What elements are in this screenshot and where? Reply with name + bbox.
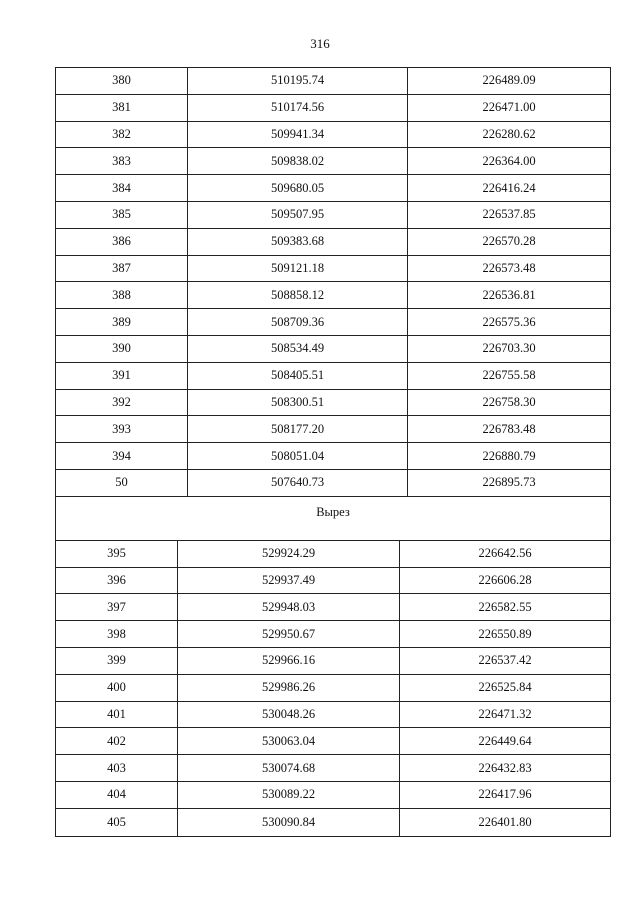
table-row	[56, 122, 610, 149]
y-coordinate-cell: 226758.30	[482, 394, 536, 409]
point-number-cell: 395	[56, 541, 178, 567]
y-coordinate-cell: 226573.48	[482, 260, 536, 275]
table-row	[56, 443, 610, 470]
coordinates-table	[55, 67, 611, 837]
x-coordinate-cell: 509383.68	[188, 229, 408, 255]
y-coordinate-cell: 226537.85	[482, 207, 536, 222]
y-coordinate-cell: 226471.32	[478, 706, 532, 721]
table-row	[56, 809, 610, 836]
point-number-cell: 387	[56, 256, 188, 282]
y-coordinate-cell: 226471.00	[482, 100, 536, 115]
section-heading: Вырез	[56, 497, 610, 541]
x-coordinate-cell: 509680.05	[188, 175, 408, 201]
table-row	[56, 728, 610, 755]
y-coordinate-cell: 226417.96	[478, 787, 532, 802]
y-coordinate-cell: 226642.56	[478, 546, 532, 561]
y-coordinate-cell: 226606.28	[478, 572, 532, 587]
y-coordinate-cell: 226755.58	[482, 368, 536, 383]
page-number: 316	[310, 36, 330, 51]
x-coordinate-cell: 530048.26	[178, 702, 400, 728]
x-coordinate-cell: 509838.02	[188, 148, 408, 174]
point-number-cell: 404	[56, 782, 178, 808]
y-coordinate-cell: 226489.09	[482, 73, 536, 88]
y-coordinate-cell: 226783.48	[482, 421, 536, 436]
table-row	[56, 202, 610, 229]
point-number-cell: 405	[56, 809, 178, 836]
point-number-cell: 397	[56, 594, 178, 620]
table-row	[56, 702, 610, 729]
point-number-cell: 384	[56, 175, 188, 201]
point-number-cell: 381	[56, 95, 188, 121]
table-row	[56, 336, 610, 363]
table-row	[56, 568, 610, 595]
x-coordinate-cell: 529948.03	[178, 594, 400, 620]
x-coordinate-cell: 508300.51	[188, 390, 408, 416]
y-coordinate-cell: 226582.55	[478, 599, 532, 614]
table-row	[56, 675, 610, 702]
x-coordinate-cell: 529937.49	[178, 568, 400, 594]
table-row	[56, 541, 610, 568]
point-number-cell: 386	[56, 229, 188, 255]
y-coordinate-cell: 226550.89	[478, 626, 532, 641]
table-row	[56, 68, 610, 95]
point-number-cell: 385	[56, 202, 188, 228]
x-coordinate-cell: 508858.12	[188, 282, 408, 308]
x-coordinate-cell: 529924.29	[178, 541, 400, 567]
x-coordinate-cell: 530074.68	[178, 755, 400, 781]
point-number-cell: 402	[56, 728, 178, 754]
table-row	[56, 621, 610, 648]
y-coordinate-cell: 226280.62	[482, 126, 536, 141]
point-number-cell: 398	[56, 621, 178, 647]
point-number-cell: 399	[56, 648, 178, 674]
table-row	[56, 594, 610, 621]
table-row	[56, 282, 610, 309]
point-number-cell: 396	[56, 568, 178, 594]
x-coordinate-cell: 530089.22	[178, 782, 400, 808]
x-coordinate-cell: 509121.18	[188, 256, 408, 282]
x-coordinate-cell: 508405.51	[188, 363, 408, 389]
point-number-cell: 403	[56, 755, 178, 781]
point-number-cell: 388	[56, 282, 188, 308]
y-coordinate-cell: 226575.36	[482, 314, 536, 329]
point-number-cell: 392	[56, 390, 188, 416]
y-coordinate-cell: 226570.28	[482, 234, 536, 249]
x-coordinate-cell: 529986.26	[178, 675, 400, 701]
table-row	[56, 755, 610, 782]
x-coordinate-cell: 509507.95	[188, 202, 408, 228]
point-number-cell: 50	[56, 470, 188, 496]
y-coordinate-cell: 226536.81	[482, 287, 536, 302]
point-number-cell: 390	[56, 336, 188, 362]
table-row	[56, 782, 610, 809]
x-coordinate-cell: 529966.16	[178, 648, 400, 674]
point-number-cell: 389	[56, 309, 188, 335]
table-section-cutout	[56, 541, 610, 836]
point-number-cell: 400	[56, 675, 178, 701]
y-coordinate-cell: 226449.64	[478, 733, 532, 748]
table-row	[56, 175, 610, 202]
y-coordinate-cell: 226364.00	[482, 153, 536, 168]
x-coordinate-cell: 507640.73	[188, 470, 408, 496]
y-coordinate-cell: 226401.80	[478, 814, 532, 829]
x-coordinate-cell: 530063.04	[178, 728, 400, 754]
x-coordinate-cell: 508051.04	[188, 443, 408, 469]
x-coordinate-cell: 508177.20	[188, 416, 408, 442]
point-number-cell: 383	[56, 148, 188, 174]
x-coordinate-cell: 530090.84	[178, 809, 400, 836]
y-coordinate-cell: 226416.24	[482, 180, 536, 195]
y-coordinate-cell: 226537.42	[478, 653, 532, 668]
y-coordinate-cell: 226895.73	[482, 475, 536, 490]
table-row	[56, 95, 610, 122]
point-number-cell: 393	[56, 416, 188, 442]
x-coordinate-cell: 508709.36	[188, 309, 408, 335]
x-coordinate-cell: 509941.34	[188, 122, 408, 148]
table-row	[56, 256, 610, 283]
point-number-cell: 391	[56, 363, 188, 389]
x-coordinate-cell: 529950.67	[178, 621, 400, 647]
table-row	[56, 363, 610, 390]
table-row	[56, 416, 610, 443]
x-coordinate-cell: 510174.56	[188, 95, 408, 121]
y-coordinate-cell: 226880.79	[482, 448, 536, 463]
table-row	[56, 309, 610, 336]
point-number-cell: 401	[56, 702, 178, 728]
table-row	[56, 148, 610, 175]
table-section-main	[56, 68, 610, 497]
table-row	[56, 390, 610, 417]
table-row	[56, 470, 610, 497]
table-row	[56, 648, 610, 675]
x-coordinate-cell: 510195.74	[188, 68, 408, 94]
y-coordinate-cell: 226525.84	[478, 680, 532, 695]
x-coordinate-cell: 508534.49	[188, 336, 408, 362]
point-number-cell: 382	[56, 122, 188, 148]
point-number-cell: 394	[56, 443, 188, 469]
point-number-cell: 380	[56, 68, 188, 94]
y-coordinate-cell: 226703.30	[482, 341, 536, 356]
y-coordinate-cell: 226432.83	[478, 760, 532, 775]
table-row	[56, 229, 610, 256]
